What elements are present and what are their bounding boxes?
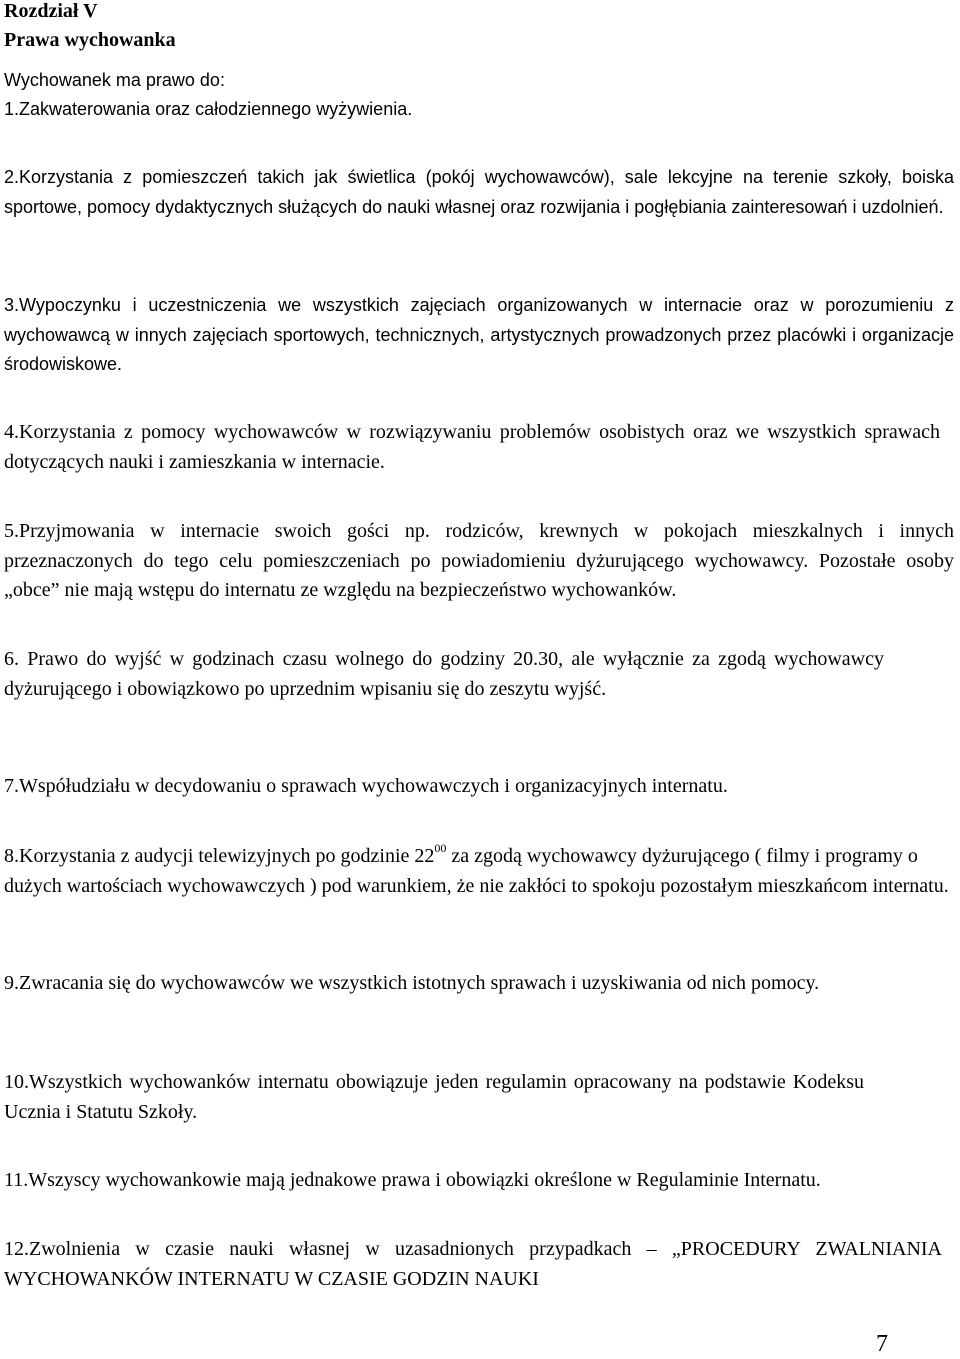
chapter-heading: Rozdział V: [4, 0, 98, 22]
list-item-5: 5.Przyjmowania w internacie swoich gości np. rodziców, krewnych w pokojach mieszkalnych i innych przeznaczonych do tego celu pomieszczeniach po powiadomieniu dyżurującego wychowawcy. Pozostałe osoby „obce” nie mają wstępu do internatu ze względu na bezpieczeństwo wychowanków.: [4, 520, 954, 601]
list-item-12: 12.Zwolnienia w czasie nauki własnej w uzasadnionych przypadkach – „PROCEDURY ZWALNIANIA WYCHOWANKÓW INTERNATU W CZASIE GODZIN NAUKI: [4, 1238, 942, 1290]
list-item-10: 10.Wszystkich wychowanków internatu obowiązuje jeden regulamin opracowany na podstawie Kodeksu Ucznia i Statutu Szkoły.: [4, 1071, 864, 1123]
document-page: [4, 0, 956, 1359]
list-item-7: 7.Współudziału w decydowaniu o sprawach wychowawczych i organizacyjnych internatu.: [4, 775, 728, 797]
section-title: Prawa wychowanka: [4, 29, 176, 51]
intro-text: Wychowanek ma prawo do:: [4, 70, 225, 90]
list-item-8-rest: za zgodą wychowawcy dyżurującego ( filmy i programy o dużych wartościach wychowawczych ) pod warunkiem, że nie zakłóci to spokoju pozostałym mieszkańcom internatu.: [4, 845, 949, 897]
list-item-8-text: 8.Korzystania z audycji telewizyjnych po godzinie 22: [4, 845, 435, 867]
list-item-4: 4.Korzystania z pomocy wychowawców w rozwiązywaniu problemów osobistych oraz we wszystkich sprawach dotyczących nauki i zamieszkania w internacie.: [4, 421, 940, 473]
list-item-11: 11.Wszyscy wychowankowie mają jednakowe prawa i obowiązki określone w Regulaminie Internatu.: [4, 1169, 821, 1191]
list-item-8-superscript: 00: [434, 841, 447, 856]
page-number: 7: [876, 1331, 888, 1357]
list-item-6: 6. Prawo do wyjść w godzinach czasu wolnego do godziny 20.30, ale wyłącznie za zgodą wychowawcy dyżurującego i obowiązkowo po uprzednim wpisaniu się do zeszytu wyjść.: [4, 648, 884, 700]
list-item-1: 1.Zakwaterowania oraz całodziennego wyżywienia.: [4, 99, 413, 119]
list-item-9: 9.Zwracania się do wychowawców we wszystkich istotnych sprawach i uzyskiwania od nich pomocy.: [4, 972, 820, 994]
list-item-8: [4, 842, 954, 901]
list-item-2: 2.Korzystania z pomieszczeń takich jak świetlica (pokój wychowawców), sale lekcyjne na terenie szkoły, boiska sportowe, pomocy dydaktycznych służących do nauki własnej oraz rozwijania i pogłębiania zainteresowań i uzdolnień.: [4, 167, 954, 217]
list-item-3: 3.Wypoczynku i uczestniczenia we wszystkich zajęciach organizowanych w internacie oraz w porozumieniu z wychowawcą w innych zajęciach sportowych, technicznych, artystycznych prowadzonych przez placówki i organizacje środowiskowe.: [4, 295, 954, 374]
